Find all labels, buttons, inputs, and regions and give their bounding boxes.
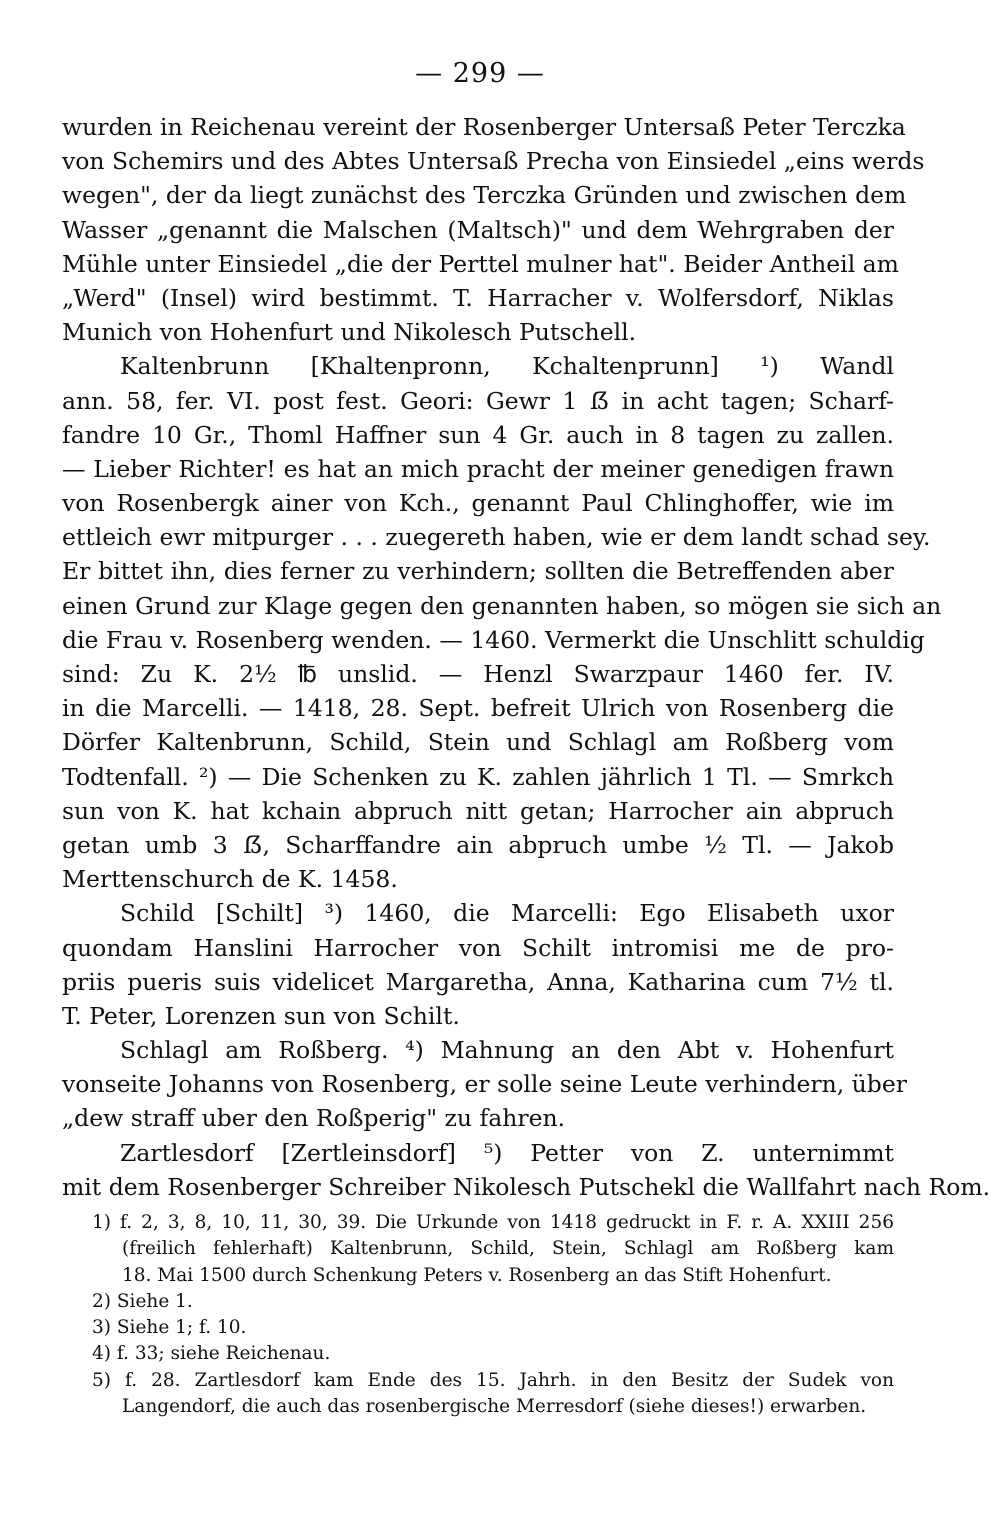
- text-line: „Werd" (Insel) wird bestimmt. T. Harracher v. Wolfersdorf, Niklas: [62, 283, 894, 312]
- footnote-line: 3) Siehe 1; f. 10.: [92, 1317, 247, 1339]
- text-line: wurden in Reichenau vereint der Rosenberger Untersaß Peter Terczka: [62, 113, 906, 141]
- footnote-line: 1) f. 2, 3, 8, 10, 11, 30, 39. Die Urkunde von 1418 gedruckt in F. r. A. XXIII 256: [92, 1212, 894, 1233]
- footnote-line: (freilich fehlerhaft) Kaltenbrunn, Schild, Stein, Schlagl am Roßberg kam: [122, 1238, 894, 1260]
- text-line: — Lieber Richter! es hat an mich pracht der meiner genedigen frawn: [62, 454, 894, 483]
- text-line: Kaltenbrunn [Khaltenpronn, Kchaltenprunn] ¹) Wandl: [120, 352, 894, 381]
- text-line: fandre 10 Gr., Thoml Haffner sun 4 Gr. auch in 8 tagen zu zallen.: [62, 420, 894, 449]
- text-line: sun von K. hat kchain abpruch nitt getan; Harrocher ain abpruch: [62, 796, 894, 825]
- footnotes: [62, 1210, 894, 1420]
- text-line: Dörfer Kaltenbrunn, Schild, Stein und Schlagl am Roßberg vom: [62, 728, 894, 757]
- footnote-line: 18. Mai 1500 durch Schenkung Peters v. Rosenberg an das Stift Hohenfurt.: [122, 1264, 832, 1286]
- text-line: von Schemirs und des Abtes Untersaß Precha von Einsiedel „eins werds: [62, 147, 925, 176]
- text-line: Munich von Hohenfurt und Nikolesch Putschell.: [62, 318, 637, 347]
- text-line: einen Grund zur Klage gegen den genannten haben, so mögen sie sich an: [62, 591, 942, 620]
- footnote-line: 2) Siehe 1.: [92, 1290, 193, 1312]
- text-line: die Frau v. Rosenberg wenden. — 1460. Vermerkt die Unschlitt schuldig: [62, 625, 925, 654]
- page-number: — 299 —: [415, 58, 545, 89]
- text-line: ettleich ewr mitpurger . . . zuegereth haben, wie er dem landt schad sey.: [62, 523, 931, 552]
- text-line: Mühle unter Einsiedel „die der Perttel mulner hat". Beider Antheil am: [62, 249, 899, 278]
- text-line: Er bittet ihn, dies ferner zu verhindern; sollten die Betreffenden aber: [62, 557, 894, 586]
- text-line: mit dem Rosenberger Schreiber Nikolesch Putschekl die Wallfahrt nach Rom.: [62, 1172, 990, 1201]
- text-line: Schlagl am Roßberg. ⁴) Mahnung an den Abt v. Hohenfurt: [120, 1036, 894, 1065]
- text-line: sind: Zu K. 2½ ℔ unslid. — Henzl Swarzpaur 1460 fer. IV.: [62, 660, 894, 688]
- text-line: T. Peter, Lorenzen sun von Schilt.: [62, 1001, 460, 1030]
- text-line: Wasser „genannt die Malschen (Maltsch)" und dem Wehrgraben der: [62, 215, 894, 244]
- text-line: von Rosenbergk ainer von Kch., genannt Paul Chlinghoffer, wie im: [62, 489, 894, 518]
- text-line: ann. 58, fer. VI. post fest. Geori: Gewr 1 ẞ in acht tagen; Scharf-: [62, 386, 894, 415]
- footnote-line: 5) f. 28. Zartlesdorf kam Ende des 15. Jahrh. in den Besitz der Sudek von: [92, 1369, 894, 1391]
- text-line: getan umb 3 ẞ, Scharffandre ain abpruch umbe ½ Tl. — Jakob: [62, 830, 894, 859]
- text-line: Todtenfall. ²) — Die Schenken zu K. zahlen jährlich 1 Tl. — Smrkch: [62, 762, 894, 791]
- text-line: Schild [Schilt] ³) 1460, die Marcelli: Ego Elisabeth uxor: [120, 899, 894, 928]
- text-line: quondam Hanslini Harrocher von Schilt intromisi me de pro-: [62, 933, 894, 962]
- text-line: priis pueris suis videlicet Margaretha, Anna, Katharina cum 7½ tl.: [62, 967, 894, 996]
- text-line: „dew straff uber den Roßperig" zu fahren.: [62, 1104, 566, 1133]
- footnote-line: Langendorf, die auch das rosenbergische Merresdorf (siehe dieses!) erwarben.: [122, 1396, 867, 1418]
- body-text: [62, 110, 990, 1204]
- text-line: Zartlesdorf [Zertleinsdorf] ⁵) Petter von Z. unternimmt: [120, 1138, 894, 1167]
- text-line: in die Marcelli. — 1418, 28. Sept. befreit Ulrich von Rosenberg die: [62, 694, 894, 723]
- text-line: wegen", der da liegt zunächst des Terczka Gründen und zwischen dem: [62, 181, 907, 210]
- text-line: vonseite Johanns von Rosenberg, er solle seine Leute verhindern, über: [62, 1070, 907, 1099]
- text-line: Merttenschurch de K. 1458.: [62, 865, 398, 894]
- footnote-line: 4) f. 33; siehe Reichenau.: [92, 1343, 331, 1365]
